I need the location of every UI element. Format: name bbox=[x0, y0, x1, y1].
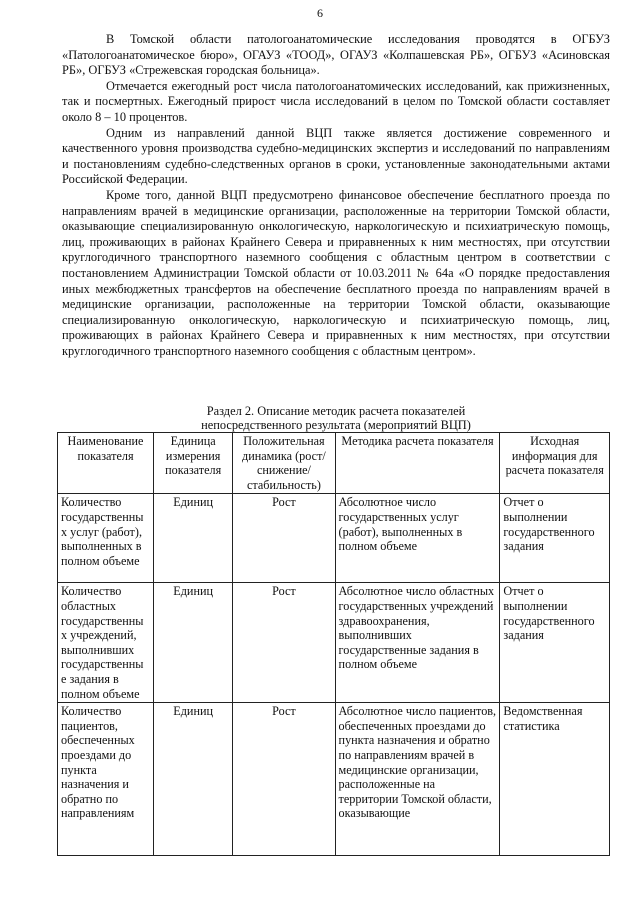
cell-source: Ведомственная статистика bbox=[500, 703, 610, 856]
body-text bbox=[62, 32, 610, 359]
paragraph-free-travel: Кроме того, данной ВЦП предусмотрено финансовое обеспечение бесплатного проезда по направлениям врачей в медицинские организации, расположенные на территории Томской области, оказывающие специализированную онкологическую, наркологическую и психиатрическую помощь, лиц, проживающих в районах Крайнего Севера и приравненных к ним местностях, при отсутствии круглогодичного транспортного наземного сообщения с областным центром в соответствии с постановлением Администрации Томской области от 10.03.2011 № 64а «О порядке предоставления иных межбюджетных трансфертов на обеспечение бесплатного проезда по направлениям врачей в медицинские организации, расположенные на территории Томской области, оказывающие специализированную онкологическую, наркологическую и психиатрическую помощь, лиц, проживающих в районах Крайнего Севера и приравненных к ним местностях, при отсутствии круглогодичного транспортного наземного сообщения с областным центром». bbox=[62, 187, 610, 358]
cell-indicator-name: Количество областных государственны х учреждений, выполнивших государственны е задания в полном объеме bbox=[58, 583, 154, 703]
paragraph-annual-growth: Отмечается ежегодный рост числа патологоанатомических исследований, как прижизненных, так и посмертных. Ежегодный прирост числа исследований в целом по Томской области составляет около 8 – 10 процентов. bbox=[62, 78, 610, 124]
cell-source: Отчет о выполнении государственного задания bbox=[500, 583, 610, 703]
header-method: Методика расчета показателя bbox=[335, 433, 500, 494]
header-unit: Единица измерения показателя bbox=[154, 433, 233, 494]
section-subtitle: непосредственного результата (мероприятий ВЦП) bbox=[201, 418, 471, 432]
cell-unit: Единиц bbox=[154, 703, 233, 856]
header-trend: Положительная динамика (рост/снижение/ стабильность) bbox=[233, 433, 335, 494]
section-title: Раздел 2. Описание методик расчета показателей bbox=[206, 404, 466, 418]
cell-trend: Рост bbox=[233, 703, 335, 856]
table-row bbox=[58, 703, 610, 856]
page-number: 6 bbox=[317, 6, 323, 20]
cell-method: Абсолютное число государственных услуг (работ), выполненных в полном объеме bbox=[335, 494, 500, 583]
table-row bbox=[58, 583, 610, 703]
cell-method: Абсолютное число пациентов, обеспеченных проездами до пункта назначения и обратно по направлениям врачей в медицинские организации, расположенные на территории Томской области, оказывающие bbox=[335, 703, 500, 856]
cell-source: Отчет о выполнении государственного задания bbox=[500, 494, 610, 583]
cell-unit: Единиц bbox=[154, 494, 233, 583]
cell-method: Абсолютное число областных государственных учреждений здравоохранения, выполнивших государственные задания в полном объеме bbox=[335, 583, 500, 703]
paragraph-forensic-expertise: Одним из направлений данной ВЦП также является достижение современного и качественного уровня производства судебно-медицинских экспертиз и исследований по направлениям и постановлениям судебно-следственных органов в сроки, установленные законодательными актами Российской Федерации. bbox=[62, 125, 610, 187]
cell-unit: Единиц bbox=[154, 583, 233, 703]
table-header-row bbox=[58, 433, 610, 494]
cell-indicator-name: Количество пациентов, обеспеченных проездами до пункта назначения и обратно по направлениям bbox=[58, 703, 154, 856]
paragraph-autopsy-institutions: В Томской области патологоанатомические исследования проводятся в ОГБУЗ «Патологоанатомическое бюро», ОГАУЗ «ТООД», ОГАУЗ «Колпашевская РБ», ОГБУЗ «Асиновская РБ», ОГБУЗ «Стрежевская городская больница». bbox=[62, 32, 610, 78]
header-source: Исходная информация для расчета показателя bbox=[500, 433, 610, 494]
cell-trend: Рост bbox=[233, 583, 335, 703]
table-row bbox=[58, 494, 610, 583]
cell-indicator-name: Количество государственны х услуг (работ), выполненных в полном объеме bbox=[58, 494, 154, 583]
cell-trend: Рост bbox=[233, 494, 335, 583]
header-indicator-name: Наименование показателя bbox=[58, 433, 154, 494]
section-caption bbox=[62, 404, 610, 432]
indicator-methods-table bbox=[57, 432, 610, 856]
